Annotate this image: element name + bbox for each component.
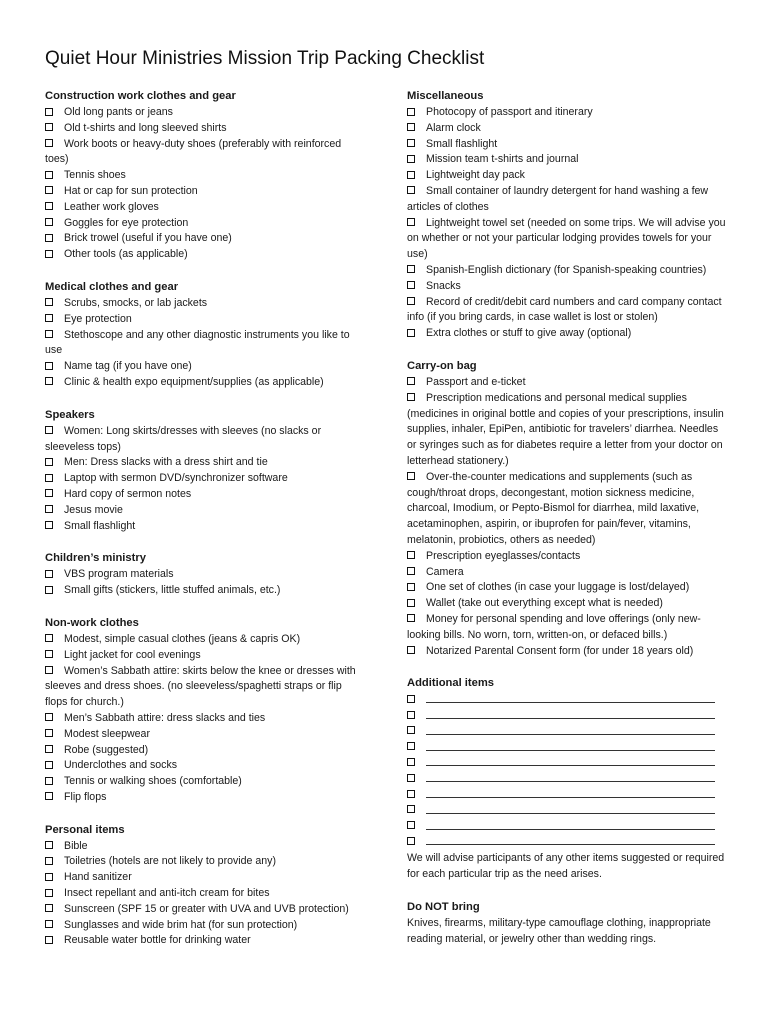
- checkbox[interactable]: [407, 583, 415, 591]
- checklist-item: [45, 503, 367, 519]
- checkbox[interactable]: [45, 314, 53, 322]
- checklist-item: [45, 743, 367, 759]
- checklist-item-label: Hat or cap for sun protection: [64, 184, 198, 197]
- checklist-item: [45, 648, 367, 664]
- section-heading: Speakers: [45, 408, 95, 421]
- checklist-item: [407, 152, 729, 168]
- checklist-item-label: Small gifts (stickers, little stuffed animals, etc.): [64, 584, 281, 597]
- checklist-item: [407, 184, 729, 216]
- checklist-item-label: Tennis or walking shoes (comfortable): [64, 775, 242, 788]
- checkbox[interactable]: [45, 666, 53, 674]
- checkbox[interactable]: [407, 123, 415, 131]
- blank-write-in-line[interactable]: [426, 819, 715, 830]
- checkbox[interactable]: [407, 281, 415, 289]
- checklist-item-label: Leather work gloves: [64, 200, 159, 213]
- blank-checklist-item: [407, 787, 729, 803]
- checklist-item-label: Women’s Sabbath attire: skirts below the knee or dresses with sleeves and dress shoes. (no sleeveless/spaghetti straps or flip flops for church.): [45, 664, 356, 709]
- checklist-item: [45, 247, 367, 263]
- checkbox[interactable]: [45, 761, 53, 769]
- checkbox[interactable]: [407, 297, 415, 305]
- checkbox[interactable]: [407, 265, 415, 273]
- blank-checklist-item: [407, 740, 729, 756]
- checklist-item-label: Scrubs, smocks, or lab jackets: [64, 296, 208, 309]
- section-heading: Miscellaneous: [407, 90, 484, 102]
- checkbox[interactable]: [45, 521, 53, 529]
- checklist-item: [45, 758, 367, 774]
- checklist-item-label: Old t-shirts and long sleeved shirts: [64, 121, 227, 134]
- checkbox[interactable]: [45, 792, 53, 800]
- checkbox[interactable]: [407, 186, 415, 194]
- section-additional-items: [407, 675, 729, 883]
- checklist-item-label: Women: Long skirts/dresses with sleeves (no slacks or sleeveless tops): [45, 424, 322, 453]
- checklist-item: [45, 727, 367, 743]
- checklist-item: [45, 296, 367, 312]
- checklist-item-label: Men: Dress slacks with a dress shirt and tie: [64, 456, 268, 469]
- checkbox[interactable]: [45, 586, 53, 594]
- blank-write-in-line[interactable]: [426, 771, 715, 782]
- section-do-not-bring: [407, 899, 729, 948]
- section-construction-work-clothes-and-gear: [45, 88, 367, 263]
- checkbox[interactable]: [45, 904, 53, 912]
- checklist-item-label: Stethoscope and any other diagnostic instruments you like to use: [45, 328, 350, 357]
- checklist-item-label: Small flashlight: [426, 137, 498, 150]
- right-column: [407, 88, 729, 963]
- checklist-item: [45, 664, 367, 711]
- checkbox[interactable]: [45, 936, 53, 944]
- checklist-item: [407, 121, 729, 137]
- checklist-item: [407, 596, 729, 612]
- checkbox[interactable]: [45, 234, 53, 242]
- checkbox[interactable]: [407, 218, 415, 226]
- checklist-item-label: Small flashlight: [64, 519, 136, 532]
- checklist-item-label: Spanish-English dictionary (for Spanish-speaking countries): [426, 263, 707, 276]
- checkbox[interactable]: [45, 202, 53, 210]
- checklist-item: [45, 870, 367, 886]
- section-heading: Additional items: [407, 677, 495, 690]
- checklist-item-label: Lightweight towel set (needed on some trips. We will advise you on whether or not your particular lodging provides towels for your use): [407, 216, 726, 261]
- section-speakers: [45, 407, 367, 535]
- blank-checklist-item: [407, 803, 729, 819]
- checklist-item-label: Modest sleepwear: [64, 727, 150, 740]
- checklist-item: [45, 375, 367, 391]
- section-children-s-ministry: [45, 550, 367, 599]
- checkbox[interactable]: [407, 139, 415, 147]
- blank-checklist-item: [407, 708, 729, 724]
- checklist-item-label: Men’s Sabbath attire: dress slacks and ties: [64, 711, 266, 724]
- section-heading: Carry-on bag: [407, 359, 477, 372]
- checklist-item-label: Work boots or heavy-duty shoes (preferably with reinforced toes): [45, 137, 342, 166]
- do-not-bring-text: Knives, firearms, military-type camouflage clothing, inappropriate reading material, or jewelry other than wedding rings.: [407, 916, 711, 945]
- checkbox[interactable]: [407, 646, 415, 654]
- checkbox[interactable]: [407, 472, 415, 480]
- checkbox[interactable]: [45, 505, 53, 513]
- checklist-item-label: Passport and e-ticket: [426, 375, 526, 388]
- checkbox[interactable]: [45, 857, 53, 865]
- checklist-item: [45, 711, 367, 727]
- checkbox[interactable]: [407, 695, 415, 703]
- checkbox[interactable]: [407, 758, 415, 766]
- checklist-item-label: Light jacket for cool evenings: [64, 648, 201, 661]
- checkbox[interactable]: [407, 171, 415, 179]
- checklist-item: [45, 328, 367, 360]
- checkbox[interactable]: [407, 742, 415, 750]
- checkbox[interactable]: [45, 920, 53, 928]
- checkbox[interactable]: [45, 873, 53, 881]
- checklist-item-label: One set of clothes (in case your luggage is lost/delayed): [426, 581, 690, 594]
- checklist-item-label: Robe (suggested): [64, 743, 149, 756]
- checkbox[interactable]: [407, 790, 415, 798]
- checklist-item: [407, 470, 729, 549]
- blank-write-in-line[interactable]: [426, 803, 715, 814]
- checkbox[interactable]: [407, 551, 415, 559]
- checkbox[interactable]: [407, 821, 415, 829]
- checklist-item-label: VBS program materials: [64, 568, 174, 581]
- checklist-item: [407, 326, 729, 342]
- checkbox[interactable]: [45, 713, 53, 721]
- section-heading: Medical clothes and gear: [45, 280, 179, 293]
- checklist-item: [45, 487, 367, 503]
- checklist-item-label: Toiletries (hotels are not likely to provide any): [64, 855, 276, 868]
- checklist-item-label: Other tools (as applicable): [64, 248, 188, 261]
- checklist-item-label: Flip flops: [64, 790, 107, 803]
- checkbox[interactable]: [45, 123, 53, 131]
- checklist-item: [407, 137, 729, 153]
- checkbox[interactable]: [407, 155, 415, 163]
- checkbox[interactable]: [45, 458, 53, 466]
- blank-checklist-item: [407, 755, 729, 771]
- blank-checklist-item: [407, 834, 729, 850]
- blank-write-in-line[interactable]: [426, 787, 715, 798]
- checkbox[interactable]: [45, 489, 53, 497]
- checkbox[interactable]: [407, 567, 415, 575]
- checklist-item: [45, 886, 367, 902]
- checklist-item: [407, 168, 729, 184]
- checklist-item: [407, 549, 729, 565]
- checkbox[interactable]: [45, 474, 53, 482]
- checkbox[interactable]: [407, 599, 415, 607]
- checklist-item: [45, 168, 367, 184]
- checklist-item: [45, 312, 367, 328]
- checklist-item-label: Photocopy of passport and itinerary: [426, 106, 593, 118]
- checkbox[interactable]: [407, 774, 415, 782]
- checkbox[interactable]: [407, 837, 415, 845]
- checklist-item-label: Prescription medications and personal medical supplies (medicines in original bottle and copies of your prescriptions, insulin supplies, inhaler, EpiPen, antibiotic for travelers’ diarrhea. Needles or syringes such as for diabetes require a letter from your doctor on letterhead stationery.): [407, 391, 724, 467]
- checklist-item-label: Wallet (take out everything except what is needed): [426, 597, 663, 610]
- checklist-item: [45, 359, 367, 375]
- checklist-item: [407, 216, 729, 263]
- checkbox[interactable]: [407, 805, 415, 813]
- checklist-item-label: Alarm clock: [426, 121, 481, 134]
- checklist-item-label: Sunscreen (SPF 15 or greater with UVA and UVB protection): [64, 902, 349, 915]
- checkbox[interactable]: [45, 729, 53, 737]
- checklist-item: [45, 424, 367, 456]
- checklist-item: [45, 200, 367, 216]
- left-column: [45, 88, 367, 965]
- section-heading: Children’s ministry: [45, 552, 146, 565]
- checklist-item: [45, 790, 367, 806]
- section-miscellaneous: [407, 88, 729, 342]
- blank-write-in-line[interactable]: [426, 755, 715, 766]
- section-heading: Do NOT bring: [407, 900, 480, 913]
- checklist-item: [45, 105, 367, 121]
- checkbox[interactable]: [45, 250, 53, 258]
- checklist-item: [407, 279, 729, 295]
- section-heading: Construction work clothes and gear: [45, 90, 236, 102]
- checklist-item: [45, 137, 367, 169]
- checkbox[interactable]: [45, 186, 53, 194]
- section-non-work-clothes: [45, 615, 367, 806]
- checkbox[interactable]: [45, 362, 53, 370]
- checkbox[interactable]: [45, 171, 53, 179]
- checkbox[interactable]: [45, 889, 53, 897]
- checkbox[interactable]: [45, 108, 53, 116]
- checklist-item: [45, 567, 367, 583]
- checklist-item-label: Over-the-counter medications and supplements (such as cough/throat drops, decongestant, motion sickness medicine, charcoal, Imodium, or Pepto-Bismol for diarrhea, mild laxative, acetaminophen, aspirin, or ibuprofen for pain/fever, vitamins, melatonin, probiotics, others as needed): [407, 470, 700, 546]
- checklist-item-label: Record of credit/debit card numbers and card company contact info (if you bring cards, in case wallet is lost or stolen): [407, 295, 722, 324]
- checklist-item-label: Tennis shoes: [64, 169, 126, 182]
- blank-checklist-item: [407, 692, 729, 708]
- blank-checklist-item: [407, 771, 729, 787]
- blank-checklist-item: [407, 724, 729, 740]
- checklist-item-label: Prescription eyeglasses/contacts: [426, 549, 581, 562]
- section-medical-clothes-and-gear: [45, 279, 367, 391]
- checklist-item-label: Name tag (if you have one): [64, 360, 192, 373]
- checkbox[interactable]: [407, 393, 415, 401]
- checklist-item-label: Extra clothes or stuff to give away (optional): [426, 327, 632, 340]
- additional-note: We will advise participants of any other items suggested or required for each particular trip as the need arises.: [407, 852, 725, 881]
- section-heading: Non-work clothes: [45, 616, 139, 629]
- checklist-item: [407, 644, 729, 660]
- checklist-item: [407, 612, 729, 644]
- checkbox[interactable]: [407, 726, 415, 734]
- checklist-item-label: Camera: [426, 565, 464, 578]
- checkbox[interactable]: [45, 650, 53, 658]
- checklist-item: [45, 918, 367, 934]
- checklist-item-label: Lightweight day pack: [426, 169, 525, 182]
- section-heading: Personal items: [45, 823, 125, 836]
- checkbox[interactable]: [45, 745, 53, 753]
- checklist-item-label: Notarized Parental Consent form (for under 18 years old): [426, 644, 694, 657]
- checklist-item: [45, 774, 367, 790]
- checklist-item: [45, 231, 367, 247]
- checklist-item: [407, 391, 729, 470]
- checkbox[interactable]: [407, 614, 415, 622]
- checklist-item-label: Brick trowel (useful if you have one): [64, 232, 232, 245]
- checkbox[interactable]: [45, 570, 53, 578]
- checklist-item-label: Insect repellant and anti-itch cream for bites: [64, 887, 270, 900]
- checklist-item-label: Mission team t-shirts and journal: [426, 153, 579, 166]
- checklist-item: [45, 583, 367, 599]
- checklist-item: [45, 632, 367, 648]
- checkbox[interactable]: [45, 634, 53, 642]
- checklist-item-label: Underclothes and socks: [64, 759, 178, 772]
- checklist-item-label: Sunglasses and wide brim hat (for sun protection): [64, 918, 298, 931]
- checkbox[interactable]: [45, 777, 53, 785]
- checklist-item: [407, 580, 729, 596]
- checklist-item-label: Eye protection: [64, 312, 132, 325]
- checklist-item: [45, 933, 367, 949]
- checklist-item: [45, 471, 367, 487]
- checklist-item: [407, 295, 729, 327]
- blank-write-in-line[interactable]: [426, 692, 715, 703]
- checklist-item: [45, 854, 367, 870]
- checkbox[interactable]: [45, 377, 53, 385]
- checklist-item: [45, 184, 367, 200]
- checkbox[interactable]: [407, 329, 415, 337]
- blank-checklist-item: [407, 819, 729, 835]
- checkbox[interactable]: [45, 298, 53, 306]
- checklist-item-label: Jesus movie: [64, 503, 123, 516]
- checklist-item-label: Old long pants or jeans: [64, 106, 173, 118]
- checkbox[interactable]: [407, 377, 415, 385]
- checklist-item-label: Snacks: [426, 279, 461, 292]
- checklist-item: [45, 839, 367, 855]
- checkbox[interactable]: [45, 330, 53, 338]
- checklist-item-label: Clinic & health expo equipment/supplies (as applicable): [64, 375, 324, 388]
- section-personal-items: [45, 822, 367, 950]
- checklist-item-label: Small container of laundry detergent for hand washing a few articles of clothes: [407, 184, 709, 213]
- checklist-item-label: Reusable water bottle for drinking water: [64, 934, 251, 947]
- checkbox[interactable]: [407, 711, 415, 719]
- checkbox[interactable]: [45, 218, 53, 226]
- checklist-item: [45, 455, 367, 471]
- checklist-item: [407, 105, 729, 121]
- checklist-item-label: Money for personal spending and love offerings (only new-looking bills. No worn, torn, written-on, or defaced bills.): [407, 612, 701, 641]
- checkbox[interactable]: [45, 139, 53, 147]
- checklist-item: [45, 121, 367, 137]
- checklist-item: [45, 519, 367, 535]
- checklist-item-label: Bible: [64, 839, 88, 852]
- checklist-item-label: Goggles for eye protection: [64, 216, 189, 229]
- blank-write-in-line[interactable]: [426, 724, 715, 735]
- checklist-item-label: Laptop with sermon DVD/synchronizer software: [64, 472, 288, 485]
- blank-write-in-line[interactable]: [426, 834, 715, 845]
- checkbox[interactable]: [45, 841, 53, 849]
- checklist-item: [45, 216, 367, 232]
- blank-write-in-line[interactable]: [426, 740, 715, 751]
- section-carry-on-bag: [407, 358, 729, 659]
- checklist-item: [407, 375, 729, 391]
- page-title: Quiet Hour Ministries Mission Trip Packing Checklist: [45, 48, 485, 69]
- checkbox[interactable]: [407, 108, 415, 116]
- checklist-item-label: Hard copy of sermon notes: [64, 487, 192, 500]
- checkbox[interactable]: [45, 426, 53, 434]
- checklist-item: [407, 263, 729, 279]
- blank-write-in-line[interactable]: [426, 708, 715, 719]
- checklist-item-label: Modest, simple casual clothes (jeans & capris OK): [64, 632, 301, 645]
- checklist-item: [407, 565, 729, 581]
- checklist-item: [45, 902, 367, 918]
- checklist-item-label: Hand sanitizer: [64, 871, 132, 884]
